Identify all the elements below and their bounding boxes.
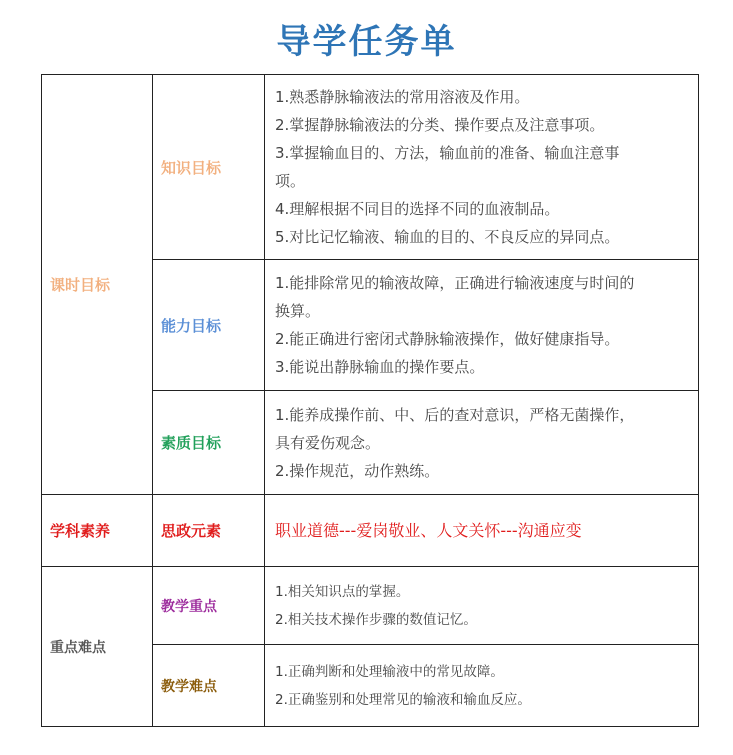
table-row <box>42 75 699 260</box>
list-item: 1.能排除常见的输液故障，正确进行输液速度与时间的 <box>275 274 635 292</box>
knowledge-goal-label: 知识目标 <box>153 75 265 260</box>
list-item: 换算。 <box>275 302 321 320</box>
list-item: 1.正确判断和处理输液中的常见故障。 <box>275 663 504 680</box>
lesson-goal-label: 课时目标 <box>42 75 153 495</box>
key-points-label: 重点难点 <box>42 567 153 727</box>
list-item: 2.能正确进行密闭式静脉输液操作，做好健康指导。 <box>275 330 620 348</box>
table-row <box>42 495 699 567</box>
list-item: 1.熟悉静脉输液法的常用溶液及作用。 <box>275 88 530 106</box>
list-item: 2.正确鉴别和处理常见的输液和输血反应。 <box>275 691 531 708</box>
knowledge-goal-content <box>265 75 699 260</box>
list-item: 具有爱伤观念。 <box>275 433 381 452</box>
list-item: 2.操作规范，动作熟练。 <box>275 461 440 480</box>
list-item: 2.相关技术操作步骤的数值记忆。 <box>275 611 477 628</box>
table-row <box>42 567 699 645</box>
ideology-content: 职业道德---爱岗敬业、人文关怀---沟通应变 <box>265 495 699 567</box>
list-item: 1.能养成操作前、中、后的查对意识，严格无菌操作， <box>275 405 635 424</box>
page-title: 导学任务单 <box>276 22 457 62</box>
ideology-label: 思政元素 <box>153 495 265 567</box>
list-item: 5.对比记忆输液、输血的目的、不良反应的异同点。 <box>275 228 620 246</box>
ability-goal-label: 能力目标 <box>153 260 265 391</box>
literacy-label: 学科素养 <box>42 495 153 567</box>
list-item: 项。 <box>275 172 306 190</box>
list-item: 4.理解根据不同目的选择不同的血液制品。 <box>275 200 560 218</box>
teaching-focus-content <box>265 567 699 645</box>
list-item: 2.掌握静脉输液法的分类、操作要点及注意事项。 <box>275 116 605 134</box>
list-item: 3.掌握输血目的、方法，输血前的准备、输血注意事 <box>275 144 620 162</box>
list-item: 1.相关知识点的掌握。 <box>275 583 410 600</box>
guide-table <box>41 74 699 727</box>
teaching-focus-label: 教学重点 <box>153 567 265 645</box>
teaching-difficulty-content <box>265 645 699 727</box>
ability-goal-content <box>265 260 699 391</box>
teaching-difficulty-label: 教学难点 <box>153 645 265 727</box>
list-item: 3.能说出静脉输血的操作要点。 <box>275 358 485 376</box>
quality-goal-label: 素质目标 <box>153 391 265 495</box>
quality-goal-content <box>265 391 699 495</box>
